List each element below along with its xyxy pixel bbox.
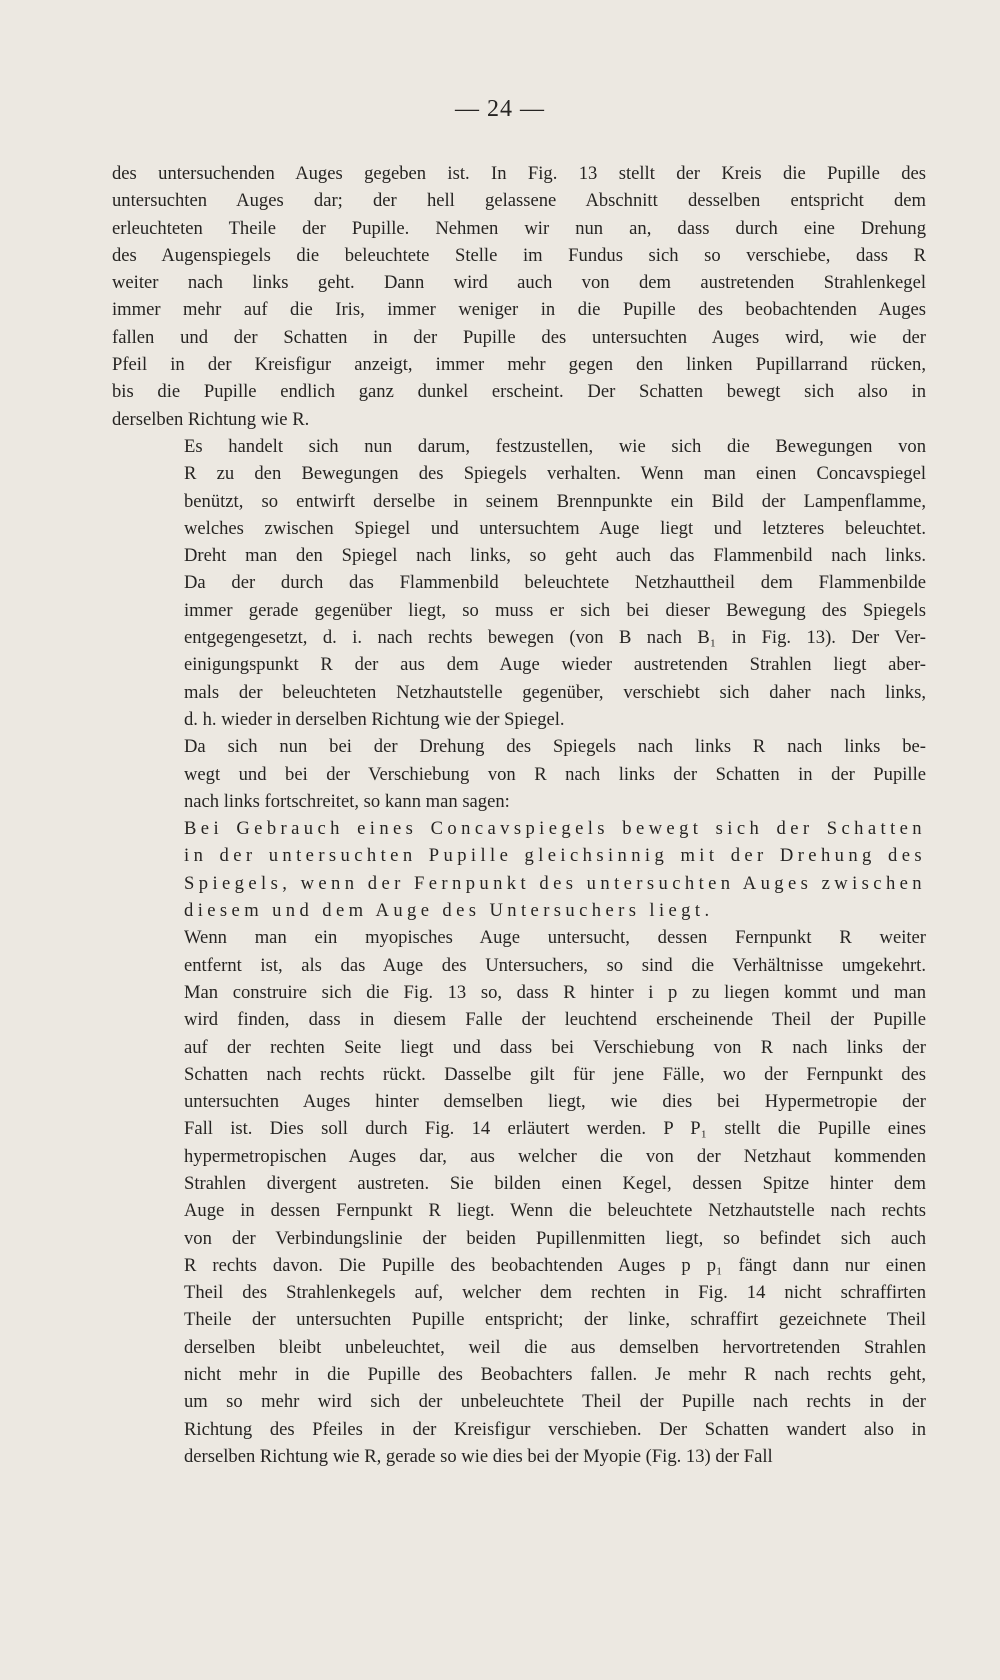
text-line: Wenn man ein myopisches Auge untersucht, dessen Fernpunkt R weiter — [184, 927, 926, 949]
paragraph — [112, 733, 926, 815]
paragraph — [112, 924, 926, 1470]
text-line: Man construire sich die Fig. 13 so, dass R hinter i p zu liegen kommt und man — [184, 981, 926, 1003]
text-line: Schatten nach rechts rückt. Dasselbe gilt für jene Fälle, wo der Fernpunkt des — [184, 1063, 926, 1085]
paragraph — [112, 433, 926, 733]
text-line: auf der rechten Seite liegt und dass bei Verschiebung von R nach links der — [184, 1036, 926, 1058]
text-line: um so mehr wird sich der unbeleuchtete Theil der Pupille nach rechts in der — [184, 1391, 926, 1413]
text-line: in der untersuchten Pupille gleichsinnig mit der Drehung des — [184, 845, 926, 867]
text-line: fallen und der Schatten in der Pupille des untersuchten Auges wird, wie der — [112, 326, 926, 348]
text-line: wegt und bei der Verschiebung von R nach links der Schatten in der Pupille — [184, 763, 926, 785]
text-line: Theile der untersuchten Pupille entspricht; der linke, schraffirt gezeichnete Theil — [184, 1309, 926, 1331]
text-line: benützt, so entwirft derselbe in seinem Brennpunkte ein Bild der Lampenflamme, — [184, 490, 926, 512]
text-line: derselben Richtung wie R, gerade so wie dies bei der Myopie (Fig. 13) der Fall — [184, 1445, 773, 1467]
text-line: Fall ist. Dies soll durch Fig. 14 erläutert werden. P P₁ stellt die Pupille eines — [184, 1118, 926, 1140]
text-line: des Augenspiegels die beleuchtete Stelle im Fundus sich so verschiebe, dass R — [112, 244, 926, 266]
text-line: Auge in dessen Fernpunkt R liegt. Wenn die beleuchtete Netzhautstelle nach rechts — [184, 1200, 926, 1222]
text-line: Pfeil in der Kreisfigur anzeigt, immer mehr gegen den linken Pupillarrand rücken, — [112, 354, 926, 376]
text-line: nach links fortschreitet, so kann man sagen: — [184, 790, 510, 812]
paragraph — [112, 815, 926, 924]
text-line: Theil des Strahlenkegels auf, welcher dem rechten in Fig. 14 nicht schraffirten — [184, 1282, 926, 1304]
text-line: des untersuchenden Auges gegeben ist. In Fig. 13 stellt der Kreis die Pupille des — [112, 163, 926, 184]
text-line: entgegengesetzt, d. i. nach rechts bewegen (von B nach B₁ in Fig. 13). Der Ver- — [184, 627, 926, 649]
text-line: Richtung des Pfeiles in der Kreisfigur verschieben. Der Schatten wandert also in — [184, 1418, 926, 1440]
text-line: nicht mehr in die Pupille des Beobachters fallen. Je mehr R nach rechts geht, — [184, 1364, 926, 1386]
paragraph — [112, 160, 926, 433]
text-line: Da der durch das Flammenbild beleuchtete Netzhauttheil dem Flammenbilde — [184, 572, 926, 594]
text-line: untersuchten Auges dar; der hell gelassene Abschnitt desselben entspricht dem — [112, 190, 926, 212]
text-line: diesem und dem Auge des Untersuchers liegt. — [184, 900, 714, 922]
text-line: einigungspunkt R der aus dem Auge wieder austretenden Strahlen liegt aber- — [184, 654, 926, 676]
page-body-text — [112, 160, 926, 1470]
text-line: Da sich nun bei der Drehung des Spiegels nach links R nach links be- — [184, 736, 926, 758]
text-line: Bei Gebrauch eines Concavspiegels bewegt sich der Schatten — [184, 818, 926, 840]
text-line: immer mehr auf die Iris, immer weniger in die Pupille des beobachtenden Auges — [112, 299, 926, 321]
text-line: wird finden, dass in diesem Falle der leuchtend erscheinende Theil der Pupille — [184, 1009, 926, 1031]
text-line: d. h. wieder in derselben Richtung wie der Spiegel. — [184, 708, 565, 730]
text-line: mals der beleuchteten Netzhautstelle gegenüber, verschiebt sich daher nach links, — [184, 681, 926, 703]
text-line: Dreht man den Spiegel nach links, so geht auch das Flammenbild nach links. — [184, 545, 926, 567]
text-line: hypermetropischen Auges dar, aus welcher die von der Netzhaut kommenden — [184, 1145, 926, 1167]
page-number: — 24 — — [455, 96, 545, 122]
text-line: Es handelt sich nun darum, festzustellen, wie sich die Bewegungen von — [184, 435, 926, 457]
text-line: derselben Richtung wie R. — [112, 408, 310, 430]
text-line: Spiegels, wenn der Fernpunkt des untersuchten Auges zwischen — [184, 872, 926, 894]
text-line: R zu den Bewegungen des Spiegels verhalten. Wenn man einen Concavspiegel — [184, 463, 926, 485]
text-line: erleuchteten Theile der Pupille. Nehmen wir nun an, dass durch eine Drehung — [112, 217, 926, 239]
text-line: von der Verbindungslinie der beiden Pupillenmitten liegt, so befindet sich auch — [184, 1227, 926, 1249]
text-line: immer gerade gegenüber liegt, so muss er sich bei dieser Bewegung des Spiegels — [184, 599, 926, 621]
text-line: untersuchten Auges hinter demselben liegt, wie dies bei Hypermetropie der — [184, 1091, 926, 1113]
text-line: bis die Pupille endlich ganz dunkel erscheint. Der Schatten bewegt sich also in — [112, 381, 926, 403]
text-line: entfernt ist, als das Auge des Untersuchers, so sind die Verhältnisse umgekehrt. — [184, 954, 926, 976]
text-line: Strahlen divergent austreten. Sie bilden einen Kegel, dessen Spitze hinter dem — [184, 1172, 926, 1194]
text-line: weiter nach links geht. Dann wird auch von dem austretenden Strahlenkegel — [112, 272, 926, 294]
text-line: R rechts davon. Die Pupille des beobachtenden Auges p p₁ fängt dann nur einen — [184, 1254, 926, 1276]
text-line: welches zwischen Spiegel und untersuchtem Auge liegt und letzteres beleuchtet. — [184, 517, 926, 539]
text-line: derselben bleibt unbeleuchtet, weil die aus demselben hervortretenden Strahlen — [184, 1336, 926, 1358]
